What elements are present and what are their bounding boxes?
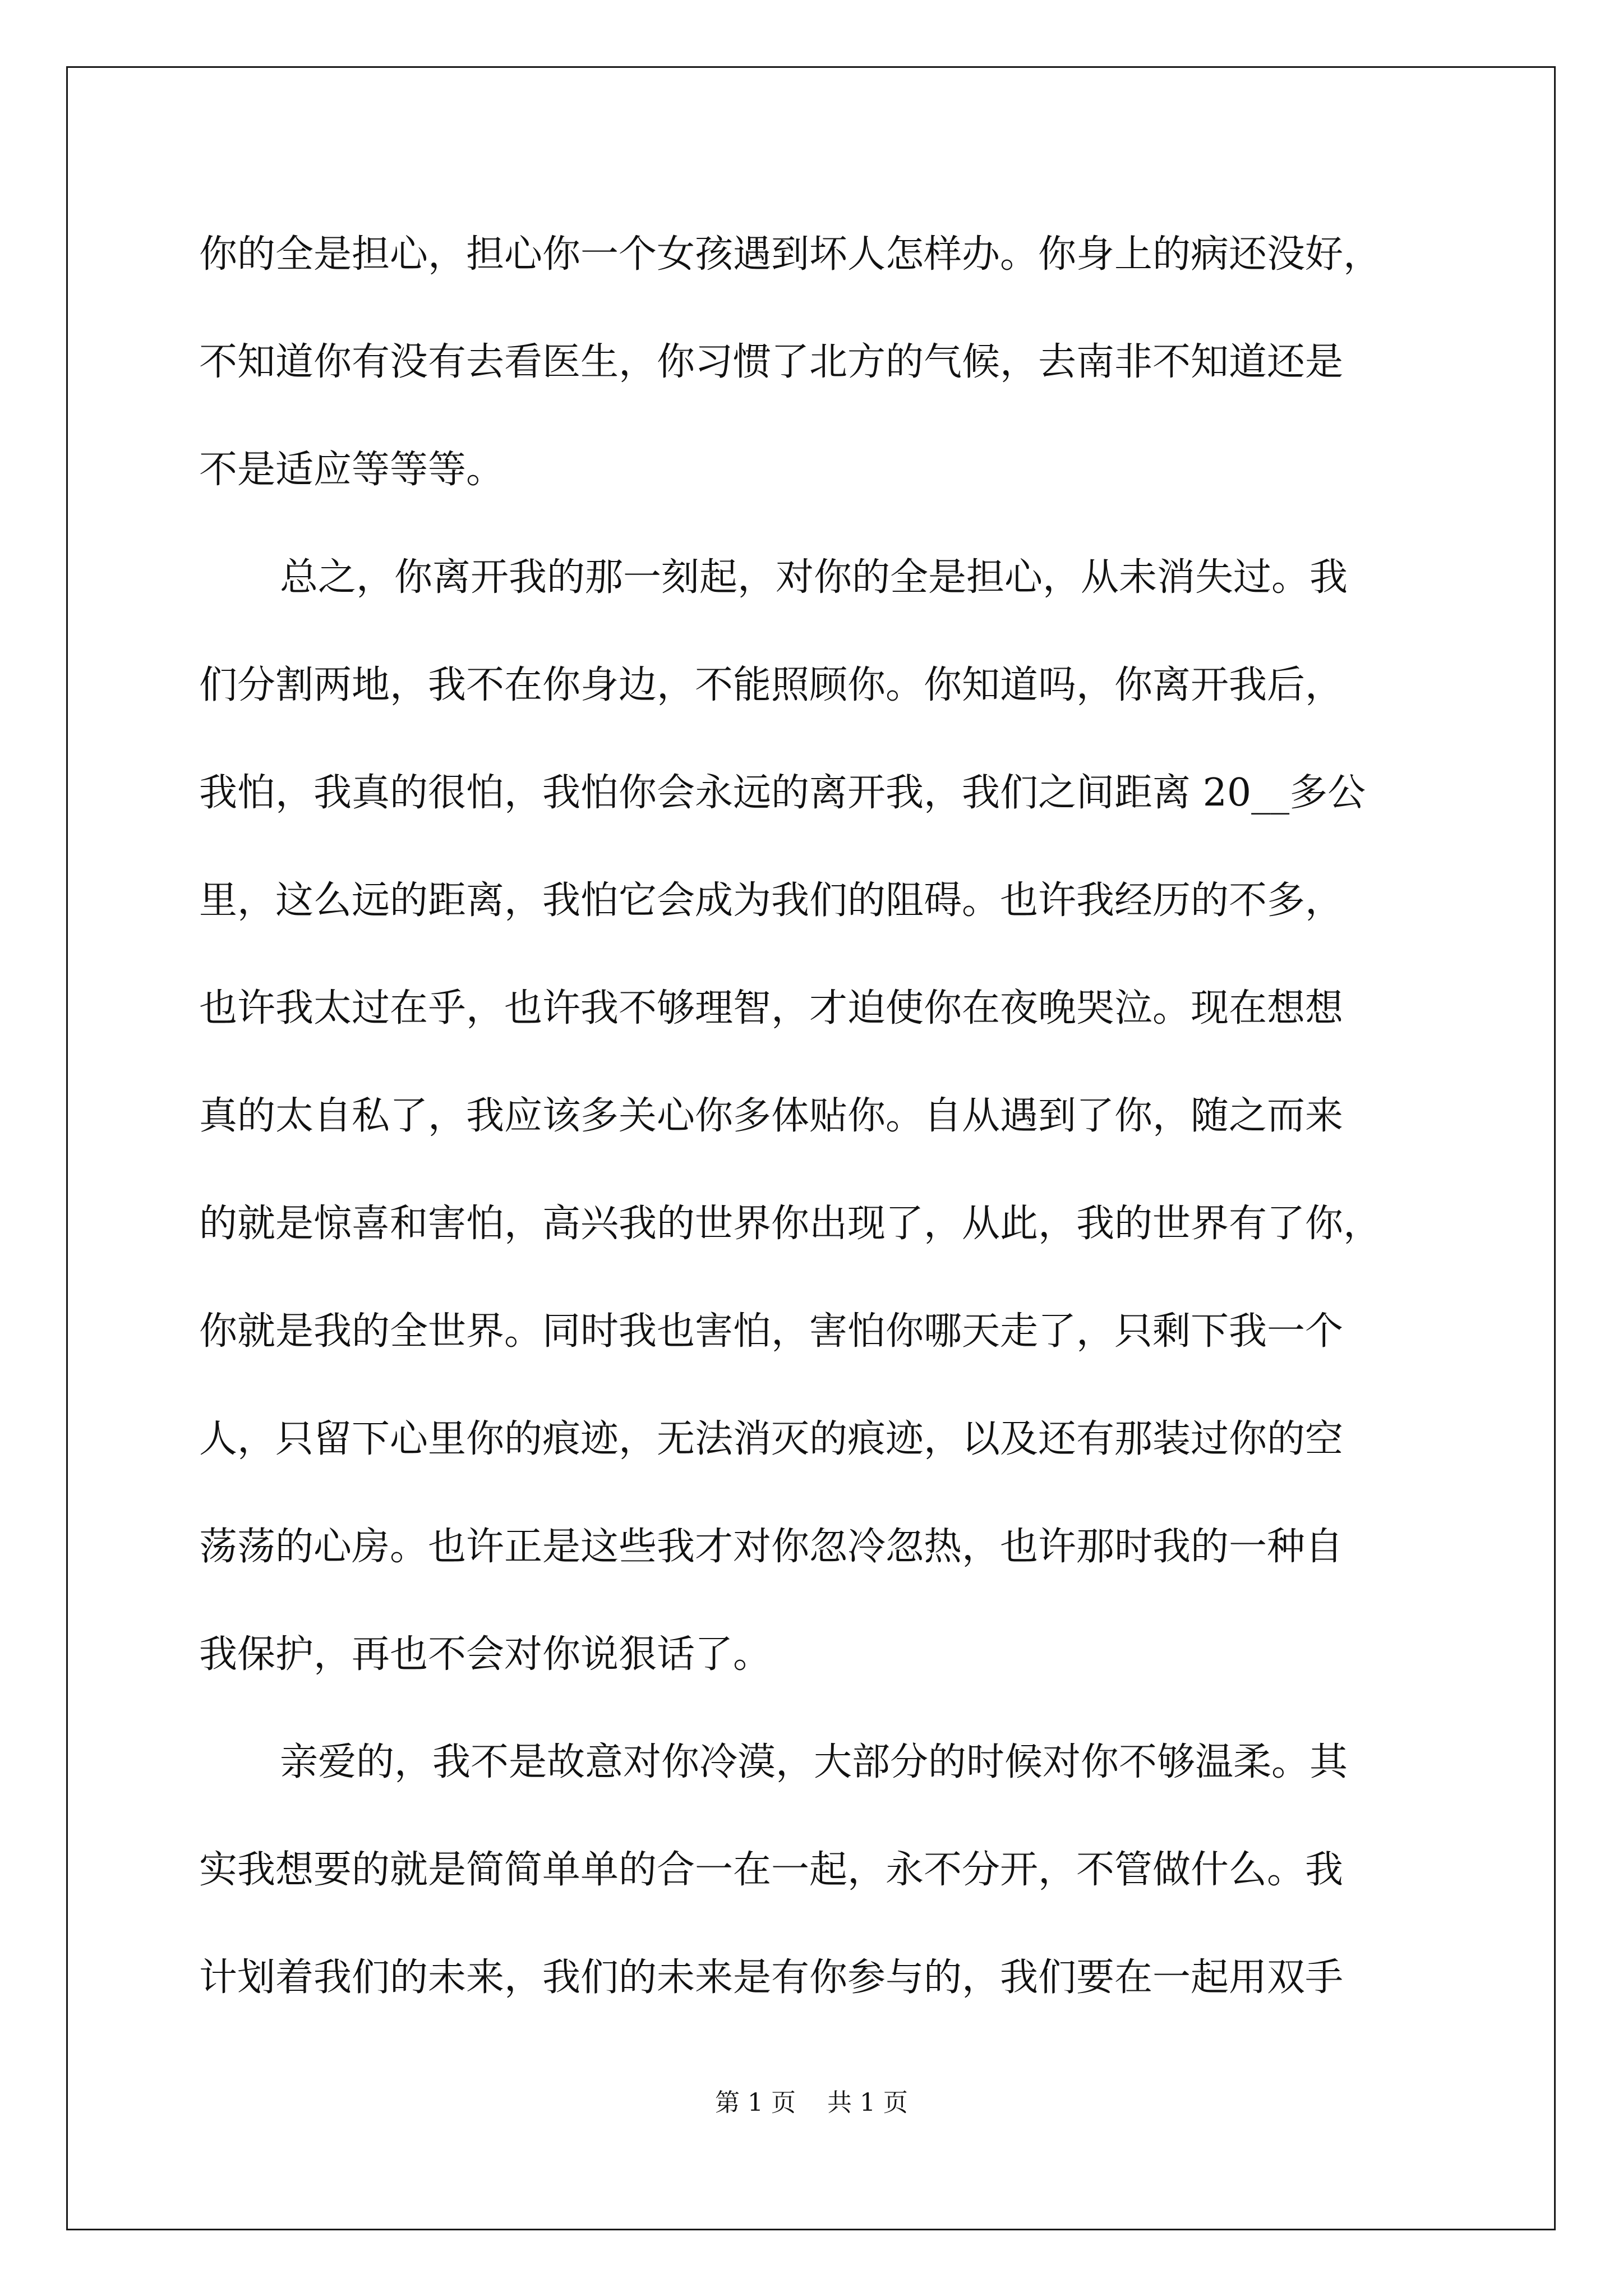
text-line: 不是适应等等等。 bbox=[199, 448, 505, 492]
page-number-footer: 第 1 页 共 1 页 bbox=[715, 2088, 908, 2117]
text-line: 不知道你有没有去看医生，你习惯了北方的气候，去南非不知道还是 bbox=[199, 340, 1344, 384]
text-line: 你的全是担心，担心你一个女孩遇到坏人怎样办。你身上的病还没好， bbox=[199, 232, 1382, 277]
text-line: 实我想要的就是简简单单的合一在一起，永不分开，不管做什么。我 bbox=[199, 1848, 1344, 1892]
text-line: 我保护，再也不会对你说狠话了。 bbox=[199, 1632, 772, 1677]
text-line: 也许我太过在乎，也许我不够理智，才迫使你在夜晚哭泣。现在想想 bbox=[199, 986, 1344, 1030]
text-line: 们分割两地，我不在你身边，不能照顾你。你知道吗，你离开我后， bbox=[199, 663, 1344, 707]
text-line: 里，这么远的距离，我怕它会成为我们的阻碍。也许我经历的不多， bbox=[199, 878, 1344, 923]
text-line: 人，只留下心里你的痕迹，无法消灭的痕迹，以及还有那装过你的空 bbox=[199, 1417, 1344, 1461]
text-line: 荡荡的心房。也许正是这些我才对你忽冷忽热，也许那时我的一种自 bbox=[199, 1525, 1344, 1569]
text-line: 你就是我的全世界。同时我也害怕，害怕你哪天走了，只剩下我一个 bbox=[199, 1309, 1344, 1354]
text-line: 我怕，我真的很怕，我怕你会永远的离开我，我们之间距离 20__多公 bbox=[199, 771, 1366, 815]
text-line: 真的太自私了，我应该多关心你多体贴你。自从遇到了你，随之而来 bbox=[199, 1094, 1344, 1138]
text-line: 的就是惊喜和害怕，高兴我的世界你出现了，从此，我的世界有了你， bbox=[199, 1202, 1382, 1246]
text-line: 总之，你离开我的那一刻起，对你的全是担心，从未消失过。我 bbox=[280, 555, 1348, 600]
text-line: 计划着我们的未来，我们的未来是有你参与的，我们要在一起用双手 bbox=[199, 1955, 1344, 2000]
document-body bbox=[199, 201, 1441, 2032]
text-line: 亲爱的，我不是故意对你冷漠，大部分的时候对你不够温柔。其 bbox=[280, 1740, 1348, 1784]
